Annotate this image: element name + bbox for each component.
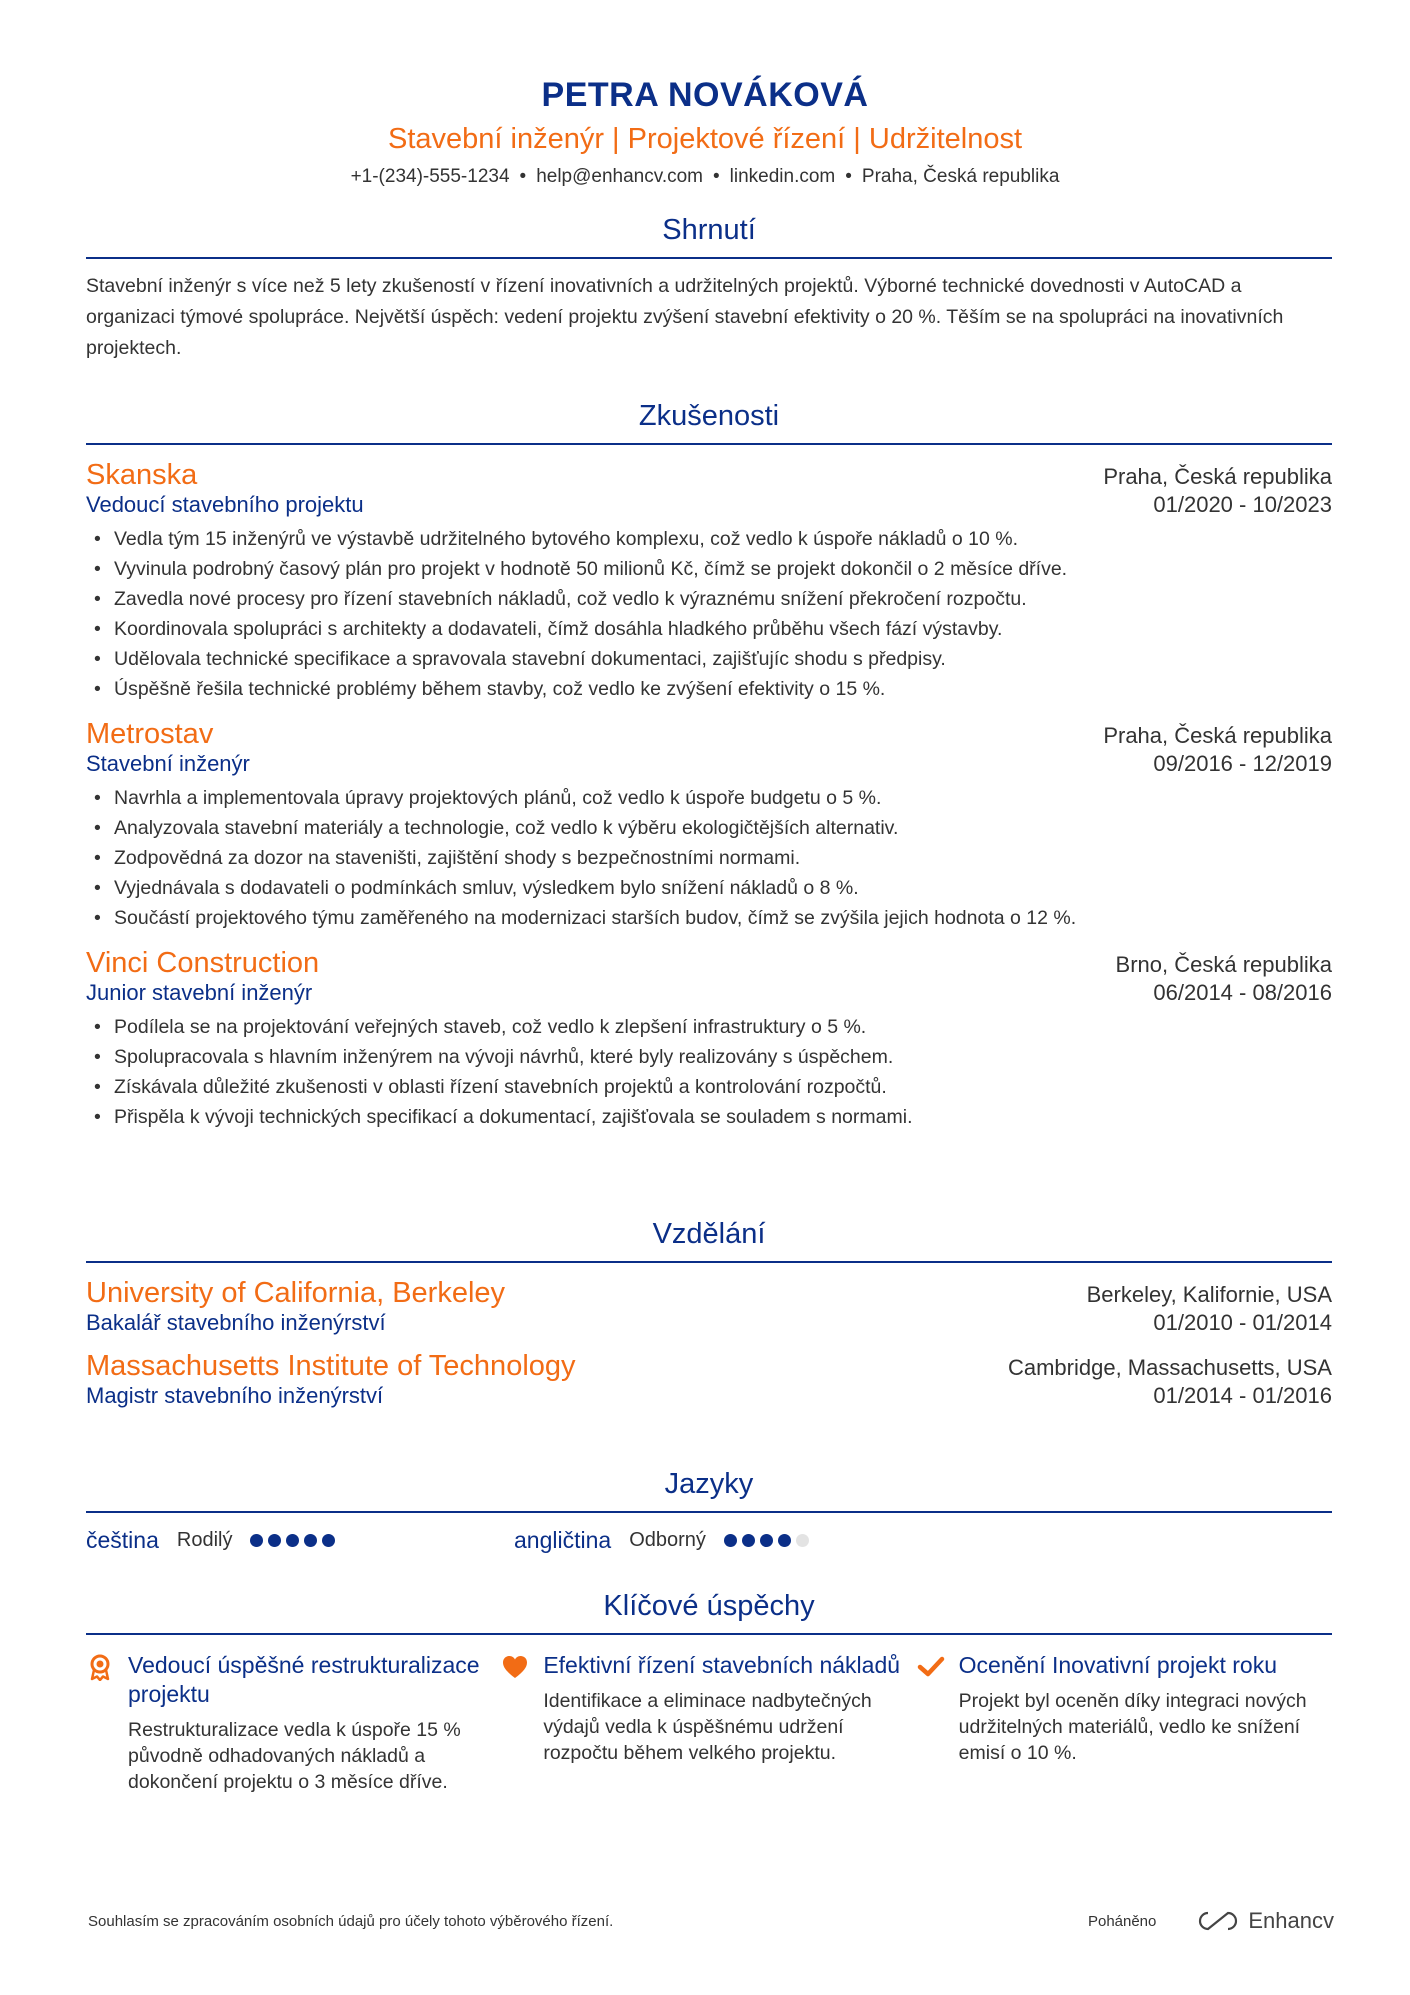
list-item: • Navrhla a implementovala úpravy projektových plánů, což vedlo k úspoře budgetu o 5 %. <box>86 783 1332 813</box>
job-location: Praha, Česká republika <box>1103 723 1332 748</box>
list-item: • Přispěla k vývoji technických specifikací a dokumentací, zajišťovala se souladem s normami. <box>86 1102 1332 1132</box>
job-location: Praha, Česká republika <box>1103 464 1332 489</box>
list-item: • Spolupracovala s hlavním inženýrem na vývoji návrhů, které byly realizovány s úspěchem. <box>86 1042 1332 1072</box>
list-item: • Vedla tým 15 inženýrů ve výstavbě udržitelného bytového komplexu, což vedlo k úspoře nákladů o 10 %. <box>86 524 1332 554</box>
contact-location: Praha, Česká republika <box>861 166 1060 187</box>
check-icon <box>917 1653 945 1681</box>
enhancv-logo-icon <box>1196 1909 1240 1933</box>
achievements-section <box>86 1590 1332 1795</box>
language-rating <box>724 1534 809 1547</box>
section-title: Zkušenosti <box>86 400 1332 445</box>
summary-section <box>86 214 1332 364</box>
language-name: čeština <box>86 1527 159 1553</box>
education-entry <box>86 1277 1332 1336</box>
job-entry <box>86 947 1332 1132</box>
list-item: • Získávala důležité zkušenosti v oblasti řízení stavebních projektů a kontrolování rozpočtů. <box>86 1072 1332 1102</box>
contact-line <box>0 166 1410 188</box>
list-item: • Analyzovala stavební materiály a technologie, což vedlo k výběru ekologičtějších alternativ. <box>86 813 1332 843</box>
candidate-name: PETRA NOVÁKOVÁ <box>541 76 869 114</box>
rating-dot-filled <box>286 1534 299 1547</box>
job-bullets <box>86 524 1332 704</box>
education-section <box>86 1218 1332 1409</box>
rating-dot-filled <box>742 1534 755 1547</box>
separator: • <box>713 166 720 187</box>
brand-logo[interactable] <box>1196 1908 1334 1934</box>
footer <box>88 1908 1334 1934</box>
education-entry <box>86 1350 1332 1409</box>
linkedin[interactable]: linkedin.com <box>729 166 836 187</box>
list-item: • Koordinovala spolupráci s architekty a dodavateli, čímž dosáhla hladkého průběhu všech fází výstavby. <box>86 614 1332 644</box>
language-item <box>86 1527 514 1554</box>
powered-label: Poháněno <box>1087 1912 1157 1930</box>
job-dates: 06/2014 - 08/2016 <box>1153 980 1332 1005</box>
resume-header <box>0 0 1410 188</box>
summary-text: Stavební inženýr s více než 5 lety zkušeností v řízení inovativních a udržitelných projektů. Výborné technické dovednosti v AutoCAD a organizaci týmové spolupráce. Největší úspěch: vedení projektu zvýšení stavební efektivity o 20 %. Těším se na spolupráci na inovativních projektech. <box>86 275 1284 359</box>
list-item: • Udělovala technické specifikace a spravovala stavební dokumentaci, zajišťujíc shodu s předpisy. <box>86 644 1332 674</box>
rating-dot-filled <box>322 1534 335 1547</box>
job-bullets <box>86 1012 1332 1132</box>
achievement-desc: Restrukturalizace vedla k úspoře 15 % původně odhadovaných nákladů a dokončení projektu o 3 měsíce dříve. <box>128 1719 461 1793</box>
consent-text: Souhlasím se zpracováním osobních údajů pro účely tohoto výběrového řízení. <box>88 1912 614 1930</box>
achievement-item <box>917 1651 1332 1795</box>
list-item: • Vyvinula podrobný časový plán pro projekt v hodnotě 50 milionů Kč, čímž se projekt dokončil o 2 měsíce dříve. <box>86 554 1332 584</box>
section-title: Vzdělání <box>86 1218 1332 1263</box>
list-item: • Zodpovědná za dozor na staveništi, zajištění shody s bezpečnostními normami. <box>86 843 1332 873</box>
achievement-item <box>501 1651 916 1795</box>
achievement-title: Vedoucí úspěšné restrukturalizace projektu <box>128 1652 480 1707</box>
achievement-desc: Identifikace a eliminace nadbytečných výdajů vedla k úspěšnému udržení rozpočtu během velkého projektu. <box>543 1690 872 1764</box>
job-entry <box>86 459 1332 704</box>
company-name: Metrostav <box>86 718 214 750</box>
job-entry <box>86 718 1332 933</box>
separator: • <box>519 166 527 187</box>
experience-section <box>86 400 1332 1132</box>
list-item: • Zavedla nové procesy pro řízení stavebních nákladů, což vedlo k výraznému snížení překročení rozpočtu. <box>86 584 1332 614</box>
award-icon <box>86 1653 114 1681</box>
headline: Stavební inženýr | Projektové řízení | Udržitelnost <box>387 123 1023 155</box>
language-name: angličtina <box>514 1527 612 1553</box>
degree: Magistr stavebního inženýrství <box>86 1383 384 1408</box>
achievement-title: Ocenění Inovativní projekt roku <box>958 1652 1277 1678</box>
list-item: • Podílela se na projektování veřejných staveb, což vedlo k zlepšení infrastruktury o 5 %. <box>86 1012 1332 1042</box>
rating-dot-filled <box>778 1534 791 1547</box>
rating-dot-filled <box>268 1534 281 1547</box>
job-dates: 09/2016 - 12/2019 <box>1153 751 1332 776</box>
language-level: Odborný <box>629 1529 706 1551</box>
degree: Bakalář stavebního inženýrství <box>86 1310 386 1335</box>
job-bullets <box>86 783 1332 933</box>
language-rating <box>250 1534 335 1547</box>
company-name: Vinci Construction <box>86 947 320 979</box>
school-location: Cambridge, Massachusetts, USA <box>1007 1355 1332 1380</box>
brand-name: Enhancv <box>1248 1908 1334 1933</box>
education-dates: 01/2014 - 01/2016 <box>1153 1383 1332 1408</box>
rating-dot-filled <box>304 1534 317 1547</box>
school-location: Berkeley, Kalifornie, USA <box>1086 1282 1332 1307</box>
job-location: Brno, Česká republika <box>1115 952 1332 977</box>
heart-icon <box>501 1653 529 1681</box>
rating-dot-empty <box>796 1534 809 1547</box>
job-dates: 01/2020 - 10/2023 <box>1153 492 1332 517</box>
achievement-title: Efektivní řízení stavebních nákladů <box>543 1652 901 1678</box>
achievement-item <box>86 1651 501 1795</box>
powered-by <box>1088 1908 1334 1934</box>
education-dates: 01/2010 - 01/2014 <box>1153 1310 1332 1335</box>
language-level: Rodilý <box>176 1529 233 1551</box>
list-item: • Vyjednávala s dodavateli o podmínkách smluv, výsledkem bylo snížení nákladů o 8 %. <box>86 873 1332 903</box>
rating-dot-filled <box>760 1534 773 1547</box>
achievement-desc: Projekt byl oceněn díky integraci nových udržitelných materiálů, vedlo ke snížení emisí o 10 %. <box>958 1690 1307 1764</box>
school-name: University of California, Berkeley <box>86 1277 506 1309</box>
languages-section <box>86 1468 1332 1554</box>
separator: • <box>845 166 852 187</box>
rating-dot-filled <box>250 1534 263 1547</box>
section-title: Klíčové úspěchy <box>86 1590 1332 1635</box>
rating-dot-filled <box>724 1534 737 1547</box>
email[interactable]: help@enhancv.com <box>536 166 703 187</box>
company-name: Skanska <box>86 459 198 491</box>
list-item: • Součástí projektového týmu zaměřeného na modernizaci starších budov, čímž se zvýšila jejich hodnota o 12 %. <box>86 903 1332 933</box>
section-title: Jazyky <box>86 1468 1332 1513</box>
job-role: Junior stavební inženýr <box>86 980 313 1005</box>
list-item: • Úspěšně řešila technické problémy během stavby, což vedlo ke zvýšení efektivity o 15 %. <box>86 674 1332 704</box>
school-name: Massachusetts Institute of Technology <box>86 1350 576 1382</box>
job-role: Stavební inženýr <box>86 751 250 776</box>
language-item <box>514 1527 942 1554</box>
phone: +1-(234)-555-1234 <box>350 166 510 187</box>
section-title: Shrnutí <box>86 214 1332 259</box>
job-role: Vedoucí stavebního projektu <box>86 492 364 517</box>
